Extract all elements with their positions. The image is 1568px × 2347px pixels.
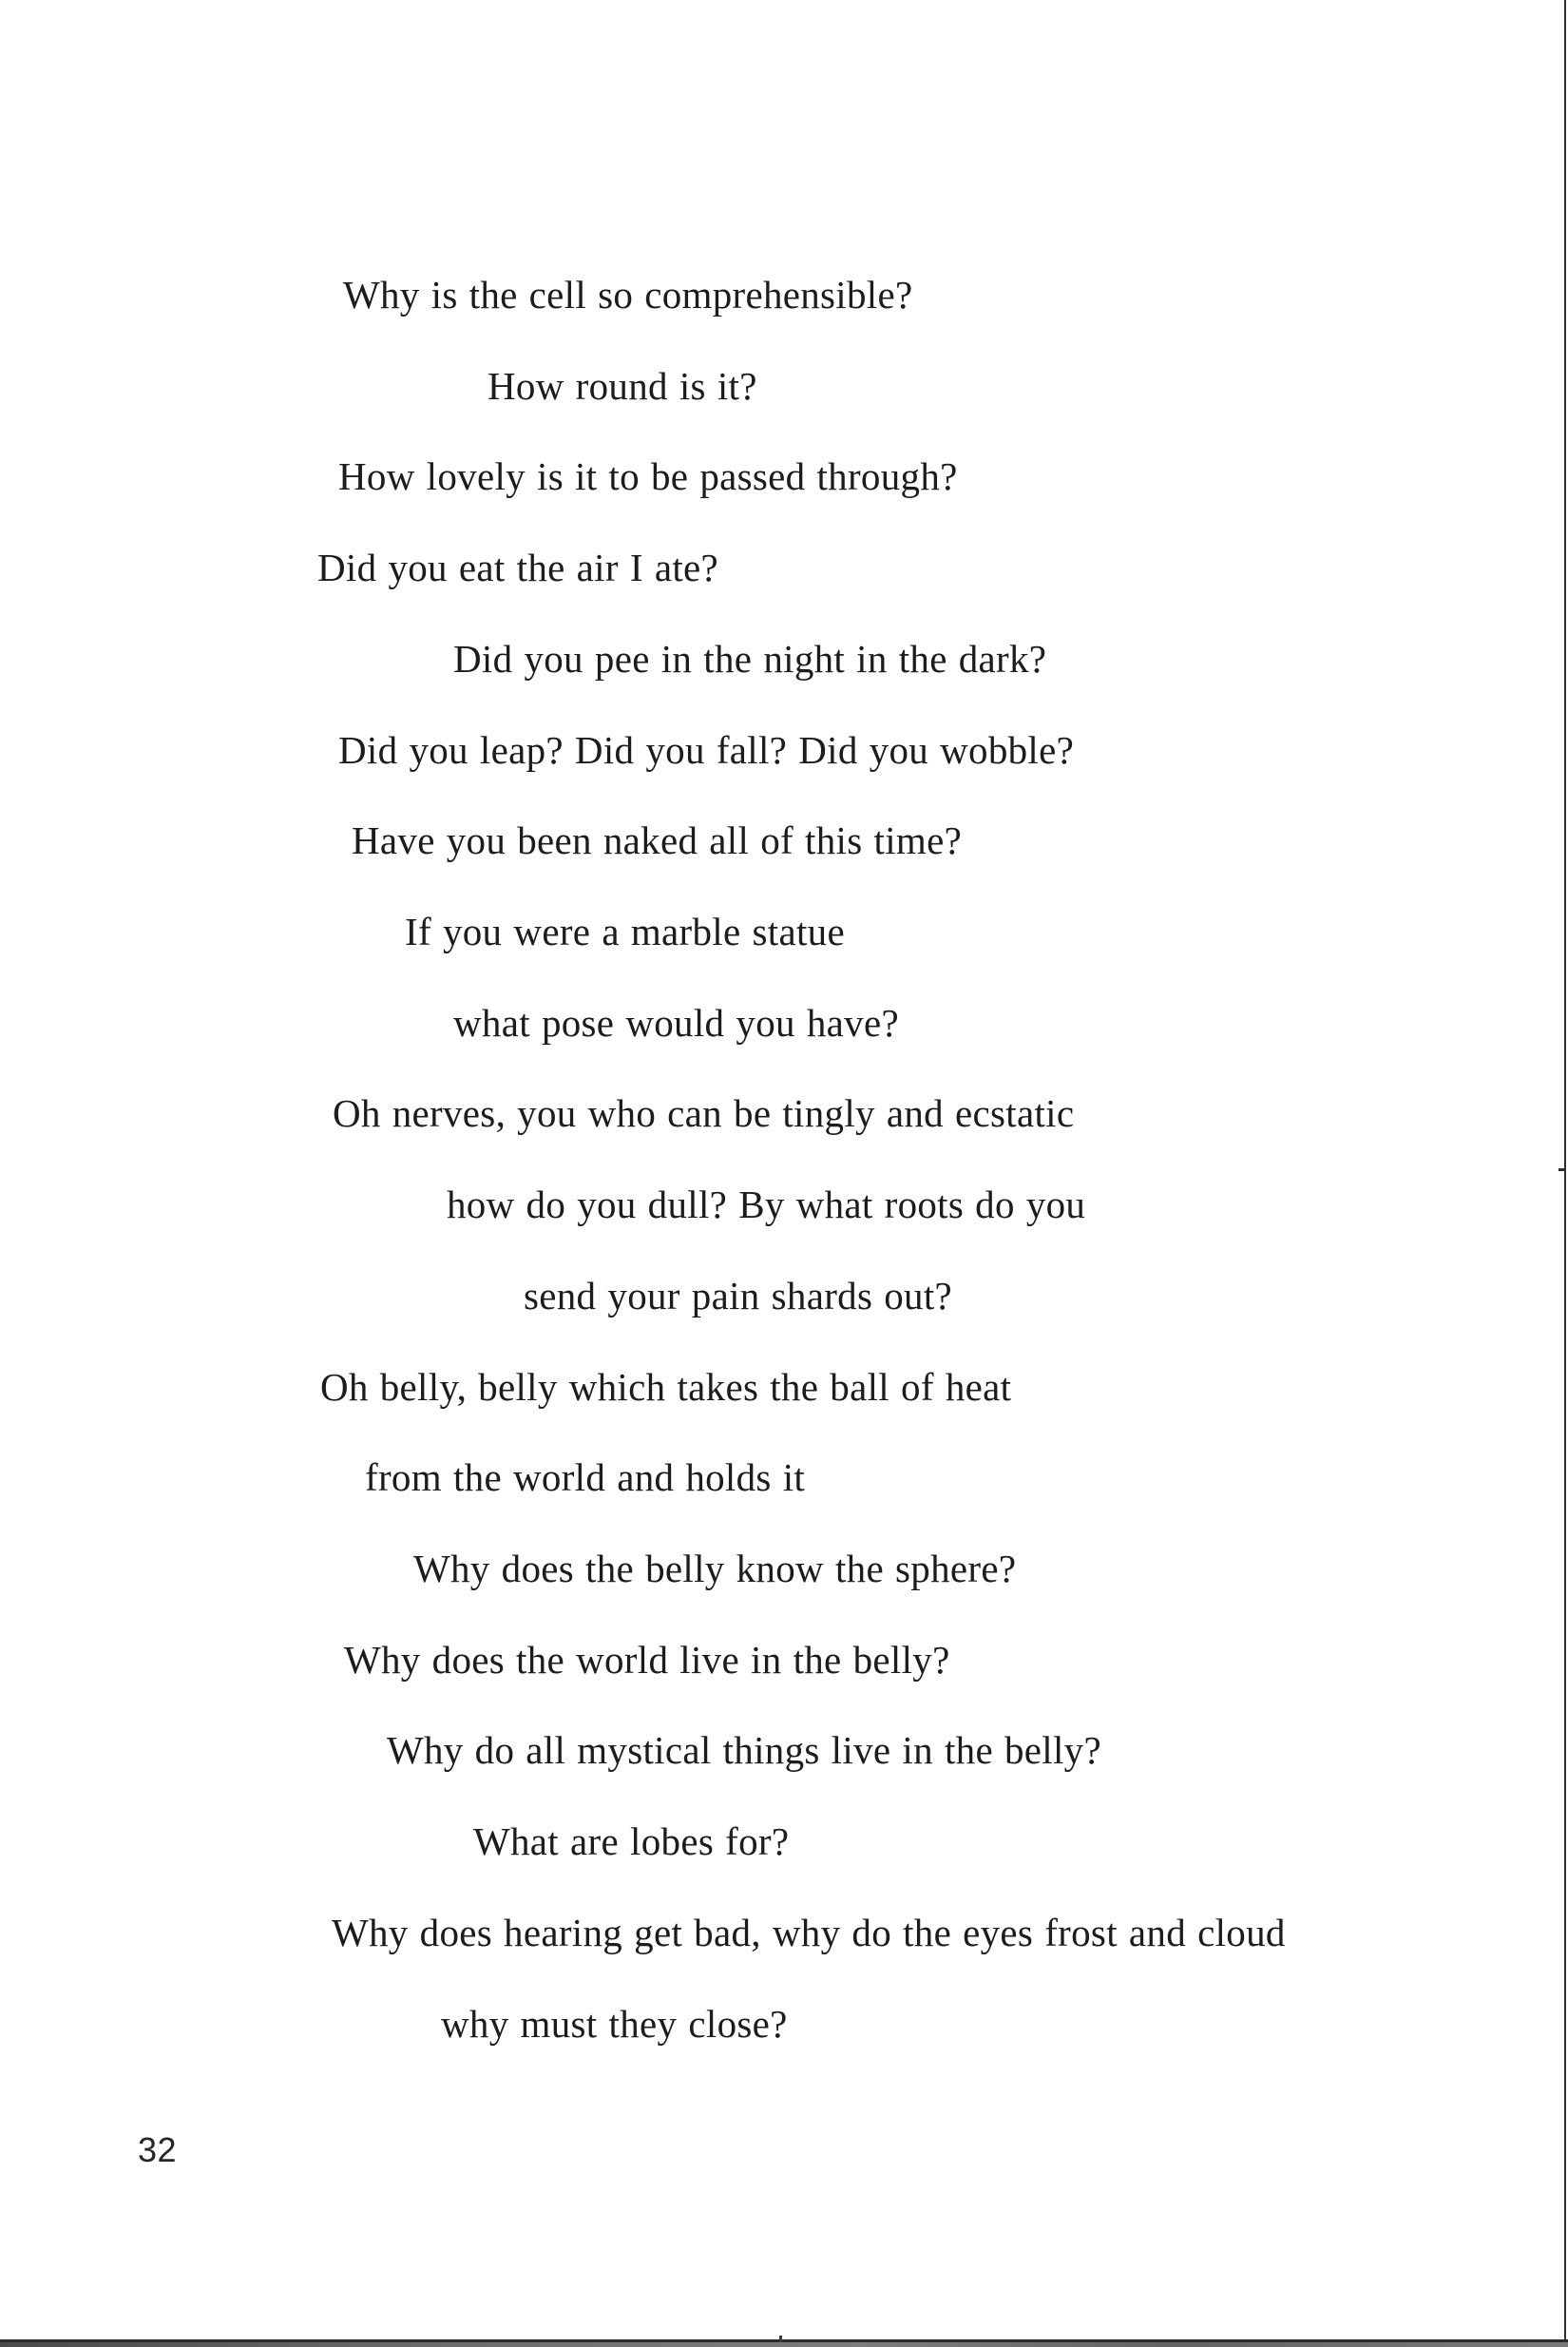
- poem-line: from the world and holds it: [365, 1455, 806, 1499]
- poem-line: Why does the belly know the sphere?: [413, 1547, 1017, 1590]
- poem-line: what pose would you have?: [453, 1001, 899, 1045]
- poem-line: Why do all mystical things live in the belly?: [387, 1728, 1101, 1772]
- poem-line: What are lobes for?: [473, 1819, 790, 1863]
- poem-line: why must they close?: [441, 2002, 788, 2046]
- poem-line: Did you eat the air I ate?: [317, 546, 719, 589]
- poem-line: Why is the cell so comprehensible?: [343, 273, 913, 317]
- poem-line: How lovely is it to be passed through?: [338, 454, 958, 498]
- poem-line: How round is it?: [488, 364, 757, 408]
- poem-line: Why does hearing get bad, why do the eyes frost and cloud: [332, 1911, 1286, 1954]
- poem-line: Did you leap? Did you fall? Did you wobble?: [338, 728, 1075, 772]
- poem-line: Oh nerves, you who can be tingly and ecstatic: [333, 1091, 1075, 1135]
- scan-bottom-bar: [0, 2342, 1568, 2347]
- poem-line: Why does the world live in the belly?: [344, 1638, 950, 1682]
- poem-line: send your pain shards out?: [524, 1274, 953, 1318]
- poem-line: If you were a marble statue: [405, 910, 845, 953]
- poem-line: how do you dull? By what roots do you: [447, 1183, 1086, 1226]
- poem-line: Oh belly, belly which takes the ball of heat: [320, 1365, 1012, 1409]
- scan-bottom-tick: [779, 2336, 782, 2342]
- scan-page-edge-line: [1564, 0, 1566, 2347]
- poem-line: Have you been naked all of this time?: [352, 818, 963, 862]
- scan-edge-tick: [1558, 1168, 1565, 1171]
- page-number: 32: [138, 2130, 178, 2169]
- poem-line: Did you pee in the night in the dark?: [453, 637, 1047, 681]
